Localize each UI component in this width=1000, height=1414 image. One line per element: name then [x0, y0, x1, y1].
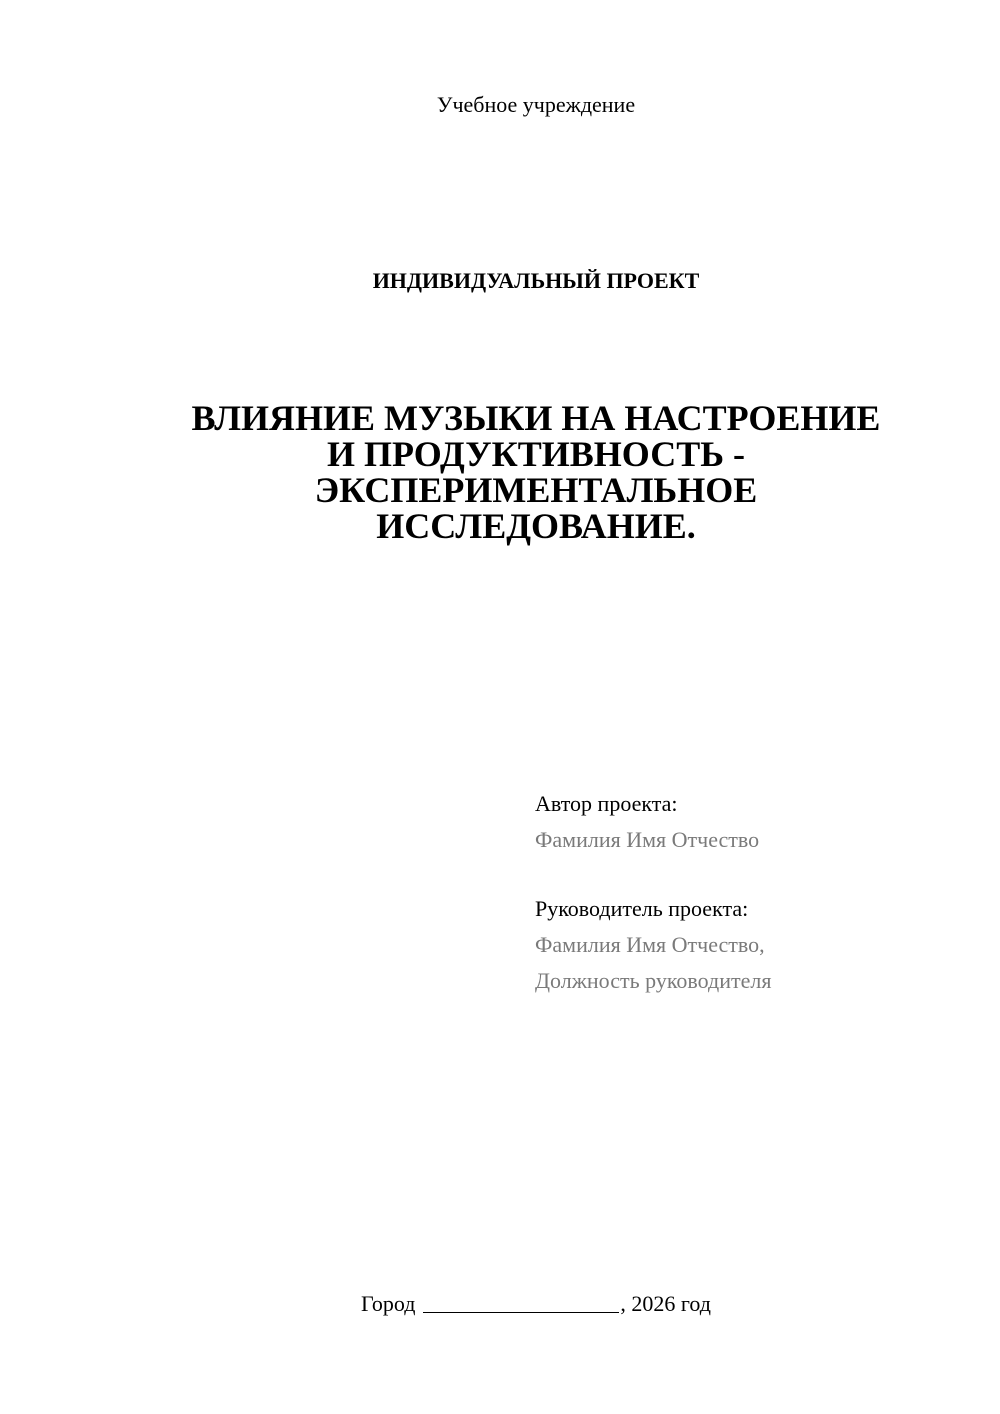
- project-type-heading: ИНДИВИДУАЛЬНЫЙ ПРОЕКТ: [372, 268, 700, 293]
- city-year-line: [0, 1288, 1000, 1320]
- project-title-line: ЭКСПЕРИМЕНТАЛЬНОЕ: [314, 470, 758, 510]
- year-text: , 2026 год: [620, 1291, 711, 1316]
- author-label: Автор проекта:: [535, 791, 678, 816]
- author-block: [535, 786, 759, 858]
- city-label: Город: [361, 1291, 416, 1316]
- city-blank-underline: [423, 1290, 619, 1313]
- project-title-line: И ПРОДУКТИВНОСТЬ -: [327, 434, 745, 474]
- supervisor-block: [535, 891, 771, 999]
- project-title-line: ВЛИЯНИЕ МУЗЫКИ НА НАСТРОЕНИЕ: [191, 398, 881, 438]
- supervisor-position: Должность руководителя: [535, 968, 772, 993]
- project-title: [0, 400, 1000, 544]
- author-name: Фамилия Имя Отчество: [535, 827, 760, 852]
- supervisor-label: Руководитель проекта:: [535, 896, 749, 921]
- institution-name: Учебное учреждение: [436, 92, 636, 117]
- project-title-line: ИССЛЕДОВАНИЕ.: [376, 506, 696, 546]
- supervisor-name: Фамилия Имя Отчество,: [535, 932, 765, 957]
